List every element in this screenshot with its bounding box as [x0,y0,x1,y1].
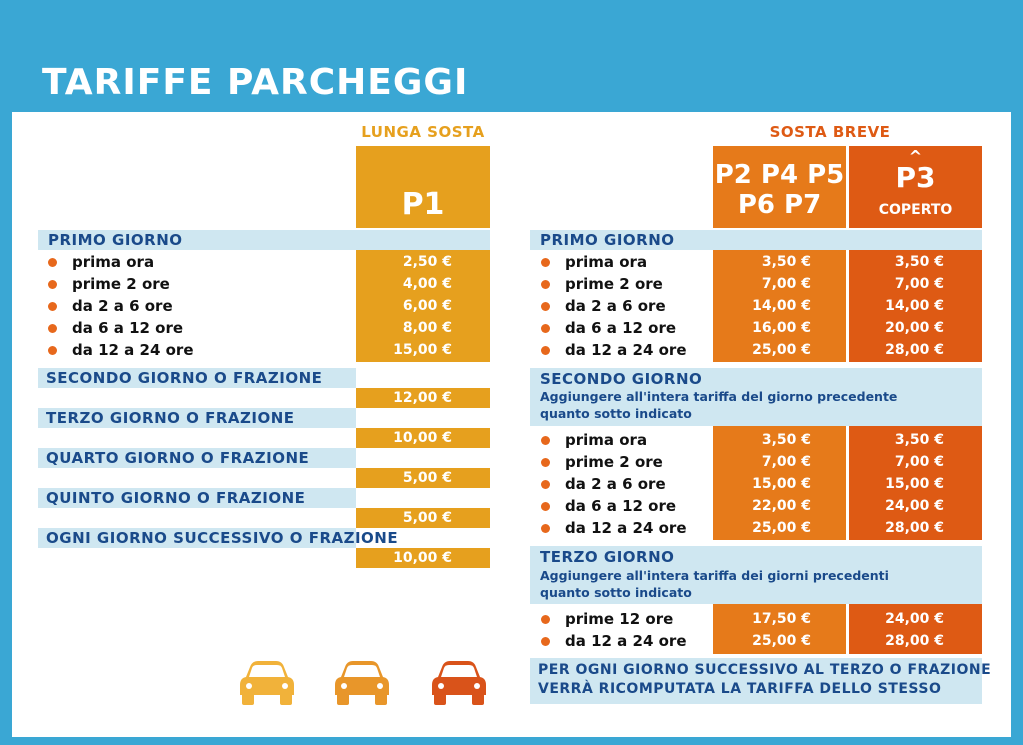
rate-value-p3: 3,50 € [894,254,944,270]
rate-value-p2-p7: 25,00 € [752,342,811,358]
rate-value-p2-p7: 3,50 € [761,254,811,270]
car-icon-yellow [238,659,296,707]
rate-value-p3: 7,00 € [894,276,944,292]
bullet-dot-icon [541,280,550,289]
bullet-dot-icon [541,258,550,267]
rate-value-p3: 15,00 € [885,476,944,492]
rate-label: prime 2 ore [565,453,663,471]
bullet-dot-icon [48,280,57,289]
rate-label: da 6 a 12 ore [565,319,677,337]
rate-value-p2-p7: 25,00 € [752,633,811,649]
bullet-dot-icon [541,324,550,333]
rate-value-p2-p7: 25,00 € [752,520,811,536]
rate-label: da 2 a 6 ore [565,297,666,315]
rate-label: da 2 a 6 ore [72,297,173,315]
rate-value-p2-p7: 3,50 € [761,432,811,448]
day-label: OGNI GIORNO SUCCESSIVO O FRAZIONE [46,529,399,547]
rate-value-p3: 28,00 € [885,342,944,358]
rate-value-p3: 7,00 € [894,454,944,470]
bullet-dot-icon [48,346,57,355]
bullet-dot-icon [541,302,550,311]
breve-secondo-note1: Aggiungere all'intera tariffa del giorno precedente [540,389,898,404]
car-icon-red [430,659,488,707]
rate-label: prime 2 ore [565,275,663,293]
rate-value-p3: 14,00 € [885,298,944,314]
day-value: 10,00 € [393,550,452,566]
rate-label: prima ora [72,253,155,271]
rate-label: da 6 a 12 ore [72,319,184,337]
bullet-dot-icon [48,258,57,267]
p6-p7-label: P6 P7 [737,190,822,220]
rate-label: prima ora [565,431,648,449]
rate-label: da 12 a 24 ore [565,632,687,650]
lunga-sosta-header: LUNGA SOSTA [361,123,485,141]
rate-value-p2-p7: 14,00 € [752,298,811,314]
day-value: 5,00 € [402,470,452,486]
coperto-label: COPERTO [878,202,953,218]
rate-value: 8,00 € [402,320,452,336]
day-label: TERZO GIORNO O FRAZIONE [46,409,295,427]
rate-value: 2,50 € [402,254,452,270]
day-value: 12,00 € [393,390,452,406]
rate-label: prime 12 ore [565,610,674,628]
p1-column-header [356,146,490,228]
bullet-dot-icon [48,324,57,333]
rate-value-p2-p7: 7,00 € [761,276,811,292]
bullet-dot-icon [541,502,550,511]
breve-terzo-note1: Aggiungere all'intera tariffa dei giorni precedenti [540,568,889,583]
breve-terzo-label: TERZO GIORNO [540,548,675,566]
rate-value-p3: 20,00 € [885,320,944,336]
p1-label: P1 [401,187,445,222]
breve-terzo-note2: quanto sotto indicato [540,585,692,600]
rate-label: da 12 a 24 ore [565,519,687,537]
p2-p7-column-header [713,146,846,228]
breve-secondo-note2: quanto sotto indicato [540,406,692,421]
rate-value-p2-p7: 15,00 € [752,476,811,492]
bullet-dot-icon [541,436,550,445]
bullet-dot-icon [541,524,550,533]
rate-value-p2-p7: 7,00 € [761,454,811,470]
breve-footer-line2: VERRÀ RICOMPUTATA LA TARIFFA DELLO STESSO [538,681,942,697]
rate-label: prime 2 ore [72,275,170,293]
bullet-dot-icon [541,458,550,467]
breve-primo-label: PRIMO GIORNO [540,231,675,249]
car-icon-orange [333,659,391,707]
rate-value: 6,00 € [402,298,452,314]
breve-footer-line1: PER OGNI GIORNO SUCCESSIVO AL TERZO O FRAZIONE [538,662,992,678]
rate-value-p3: 28,00 € [885,520,944,536]
p2-p4-p5-label: P2 P4 P5 [714,160,845,190]
bullet-dot-icon [541,480,550,489]
p3-label: P3 [895,161,936,194]
sosta-breve-header: SOSTA BREVE [769,123,891,141]
day-label: QUARTO GIORNO O FRAZIONE [46,449,310,467]
day-label: SECONDO GIORNO O FRAZIONE [46,369,323,387]
rate-value: 4,00 € [402,276,452,292]
rate-value-p2-p7: 22,00 € [752,498,811,514]
rate-label: prima ora [565,253,648,271]
rate-value-p3: 24,00 € [885,611,944,627]
rate-value-p3: 28,00 € [885,633,944,649]
bullet-dot-icon [541,615,550,624]
rate-value-p3: 3,50 € [894,432,944,448]
rate-value-p3: 24,00 € [885,498,944,514]
day-value: 10,00 € [393,430,452,446]
rate-label: da 6 a 12 ore [565,497,677,515]
bullet-dot-icon [541,346,550,355]
rate-value-p2-p7: 16,00 € [752,320,811,336]
day-value: 5,00 € [402,510,452,526]
breve-secondo-label: SECONDO GIORNO [540,370,703,388]
rate-label: da 12 a 24 ore [565,341,687,359]
rate-label: da 12 a 24 ore [72,341,194,359]
rate-label: da 2 a 6 ore [565,475,666,493]
p3-column-header [849,146,982,228]
rate-value: 15,00 € [393,342,452,358]
covered-hat-icon: ^ [908,147,923,166]
rate-value-p2-p7: 17,50 € [752,611,811,627]
bullet-dot-icon [541,637,550,646]
lunga-primo-label: PRIMO GIORNO [48,231,183,249]
page-title: TARIFFE PARCHEGGI [42,62,469,103]
day-label: QUINTO GIORNO O FRAZIONE [46,489,306,507]
bullet-dot-icon [48,302,57,311]
